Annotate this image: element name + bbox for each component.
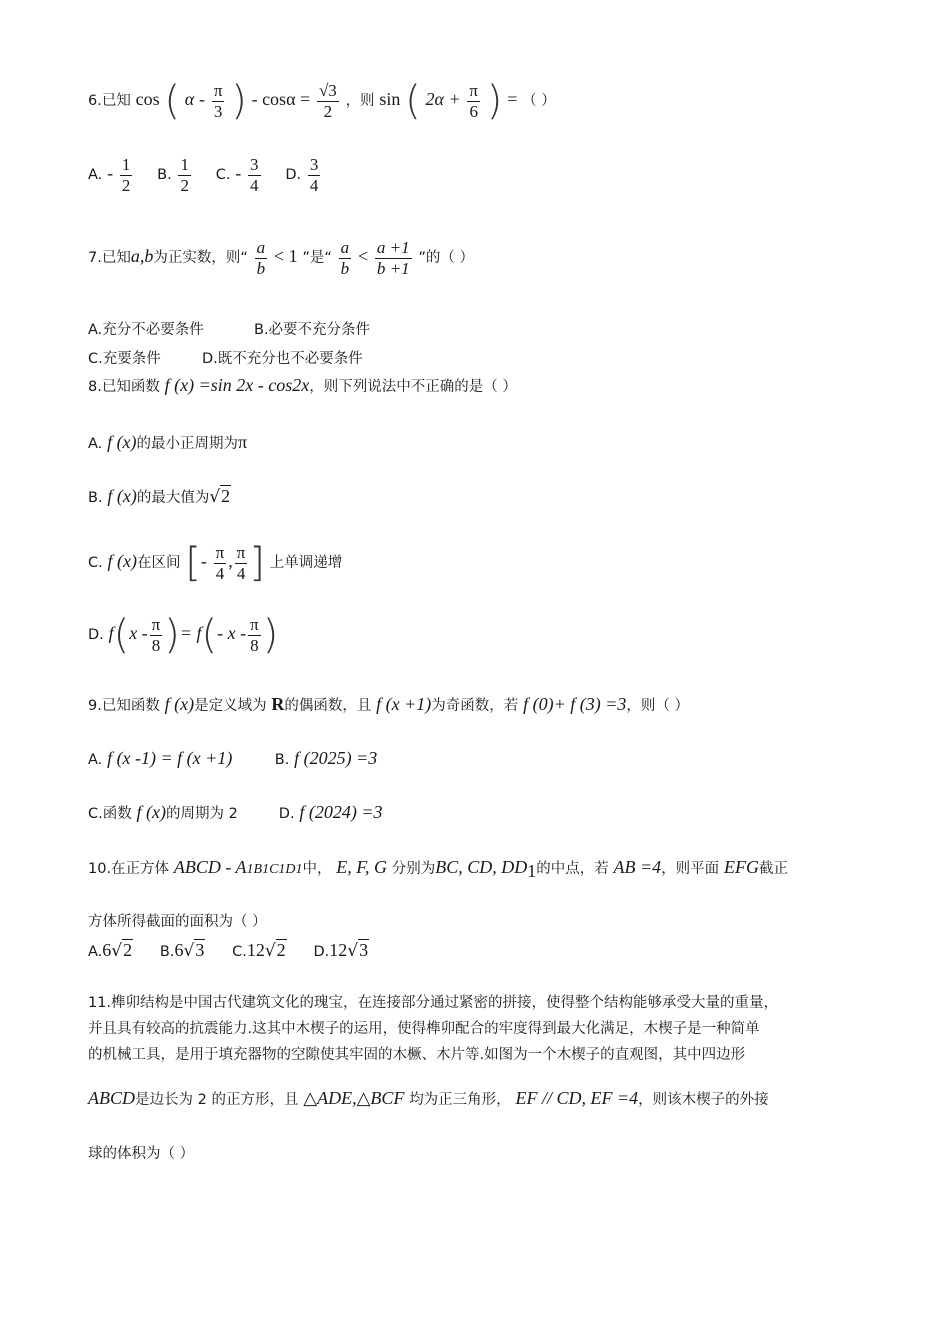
q8-stem	[88, 375, 517, 396]
q11-line4: ABCD是边长为 2 的正方形，且 △ADE,△BCF 均为正三角形， EF // CD, EF =4，则该木楔子的外接	[88, 1088, 769, 1108]
q6-stem	[88, 78, 556, 124]
q10-option-b: B.6√3	[159, 940, 205, 961]
q6-option-b: B. $\frac{1}{2}$	[157, 155, 189, 195]
q7-stem	[88, 238, 474, 278]
q7-option-d: D.既不充分也不必要条件	[202, 351, 363, 367]
q10-stem-line1: 10.在正方体 ABCD - A1B1C1D1中， E, F, G 分别为BC, CD, $DD_1$的中点，若 AB =4，则平面 EFG截正	[88, 857, 788, 881]
q10-stem-line2: 方体所得截面的面积为（ ）	[88, 914, 267, 930]
q11-line3: 的机械工具，是用于填充器物的空隙使其牢固的木橛、木片等.如图为一个木楔子的直观图，其中四边形	[88, 1047, 746, 1063]
q9-stem: 9.已知函数 f (x)是定义域为 R的偶函数，且 f (x +1)为奇函数，若 f (0)+ f (3) =3，则（ ）	[88, 694, 689, 714]
q6-lparen: (	[164, 78, 181, 124]
q9-option-b: B. f (2025) =3	[274, 748, 378, 768]
q7-options-row1	[88, 318, 370, 339]
q8-option-d: D. f(x - $\frac{\pi}{8}$ )= f(- x - $\frac{\pi}{8}$ )	[88, 612, 279, 658]
q9-option-d: D. f (2024) =3	[278, 802, 383, 822]
q11-line1: 11.榫卯结构是中国古代建筑文化的瑰宝，在连接部分通过紧密的拼接，使得整个结构能够承受大量的重量，	[88, 995, 779, 1011]
q9-option-a: A. f (x -1) = f (x +1)	[88, 748, 233, 768]
q7-lt: <	[357, 246, 369, 267]
q6-options	[88, 155, 340, 195]
q11-paragraph	[88, 990, 862, 1068]
q10-option-c: C.12√2	[232, 940, 286, 961]
q7-text1: 为正实数，则“	[153, 250, 248, 267]
q10-option-a: A.6√2	[88, 940, 133, 961]
q6-prefix: 6.已知	[88, 93, 131, 109]
q7-text3: ”的（ ）	[418, 250, 475, 267]
q7-text2: ”是“	[302, 250, 332, 267]
q7-prefix: 7.已知	[88, 250, 131, 267]
q6-eq: =	[507, 89, 518, 109]
q6-alpha: α	[184, 89, 195, 109]
q8-prefix: 8.已知函数	[88, 379, 160, 395]
q7-options-row2	[88, 347, 363, 368]
q8-option-c: C. f (x)在区间 [- $\frac{\pi}{4}$ , $\frac{\pi}{4}$ ] 上单调递增	[88, 540, 343, 586]
q6-minus-cos: - cosα =	[251, 89, 311, 109]
q6-sin: sin	[379, 89, 401, 109]
q7-option-a: A.充分不必要条件	[88, 322, 204, 338]
q7-frac-ab2: $\frac{a}{b}$	[340, 238, 350, 278]
q10-options	[88, 940, 387, 961]
q6-frac-pi6: $\frac{\pi}{6}$	[469, 80, 479, 121]
q6-blank: （ ）	[522, 93, 556, 109]
q7-frac-ab: $\frac{a}{b}$	[256, 238, 266, 278]
q8-fx-def: f (x) =sin 2x - cos2x	[164, 375, 310, 395]
q10-option-d: D.12√3	[313, 940, 369, 961]
q6-two-alpha: 2α +	[425, 89, 461, 109]
q8-option-a: A. f (x)的最小正周期为π	[88, 432, 248, 452]
q6-option-a: A. - $\frac{1}{2}$	[88, 155, 131, 195]
q7-lt1: < 1	[273, 246, 298, 267]
q6-rparen2: )	[486, 78, 503, 124]
q6-lparen2: (	[405, 78, 421, 124]
q6-option-d: D. $\frac{3}{4}$	[285, 155, 319, 195]
q9-option-c: C.函数 f (x)的周期为 2	[88, 802, 238, 822]
q6-frac-pi3: $\frac{\pi}{3}$	[213, 80, 223, 121]
q6-minus: -	[199, 89, 206, 109]
q11-line5: 球的体积为（ ）	[88, 1146, 195, 1162]
q9-options-row1	[88, 748, 377, 769]
q8-option-b: B. f (x)的最大值为√2	[88, 486, 231, 507]
q7-option-b: B.必要不充分条件	[254, 322, 371, 338]
q6-option-c: C. - $\frac{3}{4}$	[215, 155, 259, 195]
q6-cos: cos	[135, 89, 160, 109]
q6-frac-sqrt3: $\frac{√3}{2}$	[318, 80, 337, 121]
q6-rparen: )	[231, 78, 247, 124]
q8-text1: ，则下列说法中不正确的是（ ）	[309, 379, 517, 395]
q9-options-row2	[88, 802, 382, 823]
q11-line2: 并且具有较高的抗震能力.这其中木楔子的运用，使得榫卯配合的牢度得到最大化满足，木楔子是一种简单	[88, 1021, 760, 1037]
q7-frac-a1b1: $\frac{a +1}{b +1}$	[376, 238, 410, 278]
q6-then: ，则	[345, 93, 375, 109]
q7-option-c: C.充要条件	[88, 351, 161, 367]
q7-ab: a,b	[130, 246, 154, 267]
